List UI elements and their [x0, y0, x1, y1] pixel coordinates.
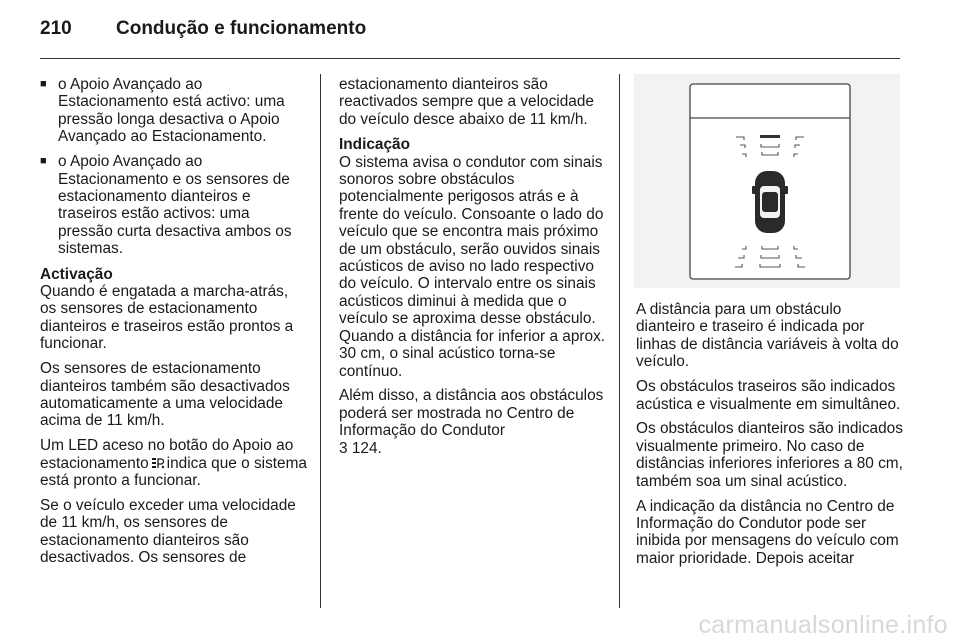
page-reference: 3 124.: [339, 439, 382, 457]
paragraph: Os sensores de estacionamento dianteiros também são desactivados automaticamente a uma velocidade acima de 11 km/h.: [40, 360, 290, 430]
column-1: [40, 76, 308, 574]
parking-assist-icon: [151, 457, 165, 469]
header-rule: [40, 58, 900, 59]
parking-distance-display: [634, 74, 900, 288]
square-bullet-icon: ■: [40, 155, 47, 168]
column-3: [636, 301, 904, 575]
list-item-text: o Apoio Avançado ao Estacionamento e os sensores de estacionamento dianteiros e traseiros estão activos: uma pressão curta desactiva ambos os sistemas.: [58, 153, 292, 258]
list-item-text: o Apoio Avançado ao Estacionamento está activo: uma pressão longa desactiva o Apoio Avançado ao Estacionamento.: [58, 76, 285, 146]
list-item: [40, 153, 308, 257]
paragraph: Quando é engatada a marcha-atrás, os sensores de estacionamento dianteiros e traseiros estão prontos a funcionar.: [40, 282, 294, 353]
paragraph: O sistema avisa o condutor com sinais sonoros sobre obstáculos potencialmente perigosos atrás e à frente do veículo. Consoante o lado do veículo que se encontra mais próximo de um obstáculo, serão ouvidos sinais acústicos de aviso no lado respectivo do veículo. O intervalo entre os sinais acústicos diminui à medida que o veículo se aproxima desse obstáculo. Quando a distância for inferior a aprox. 30 cm, o sinal acústico torna-se contínuo.: [339, 153, 606, 380]
column-divider: [619, 74, 620, 608]
column-divider: [320, 74, 321, 608]
page-header: [40, 18, 366, 46]
paragraph: A distância para um obstáculo dianteiro e traseiro é indicada por linhas de distância variáveis à volta do veículo.: [636, 301, 899, 371]
paragraph: Os obstáculos dianteiros são indicados visualmente primeiro. No caso de distâncias inferiores inferiores a 80 cm, também soa um sinal acústico.: [636, 420, 903, 490]
page-number: 210: [40, 18, 72, 39]
paragraph: Além disso, a distância aos obstáculos poderá ser mostrada no Centro de Informação do Condutor 3 124.: [339, 387, 604, 457]
paragraph: Um LED aceso no botão do Apoio ao estacionamento indica que o sistema está pronto a funcionar.: [40, 437, 307, 490]
paragraph: Os obstáculos traseiros são indicados acústica e visualmente em simultâneo.: [636, 378, 901, 413]
watermark: carmanualsonline.info: [698, 611, 948, 639]
column-2: [339, 76, 607, 465]
paragraph: A indicação da distância no Centro de Informação do Condutor pode ser inibida por mensagens do veículo com maior prioridade. Depois aceitar: [636, 497, 899, 567]
indication-heading: Indicação: [339, 136, 410, 154]
page-title: Condução e funcionamento: [116, 18, 367, 39]
parking-distance-graphic: [634, 74, 900, 288]
paragraph: Se o veículo exceder uma velocidade de 11 km/h, os sensores de estacionamento dianteiros são desactivados. Os sensores de: [40, 496, 296, 567]
list-item: [40, 76, 308, 146]
square-bullet-icon: ■: [40, 78, 47, 90]
paragraph: estacionamento dianteiros são reactivados sempre que a velocidade do veículo desce abaixo de 11 km/h.: [339, 76, 594, 128]
activation-heading: Activação: [40, 265, 113, 283]
car-top-view-icon: [752, 171, 788, 233]
